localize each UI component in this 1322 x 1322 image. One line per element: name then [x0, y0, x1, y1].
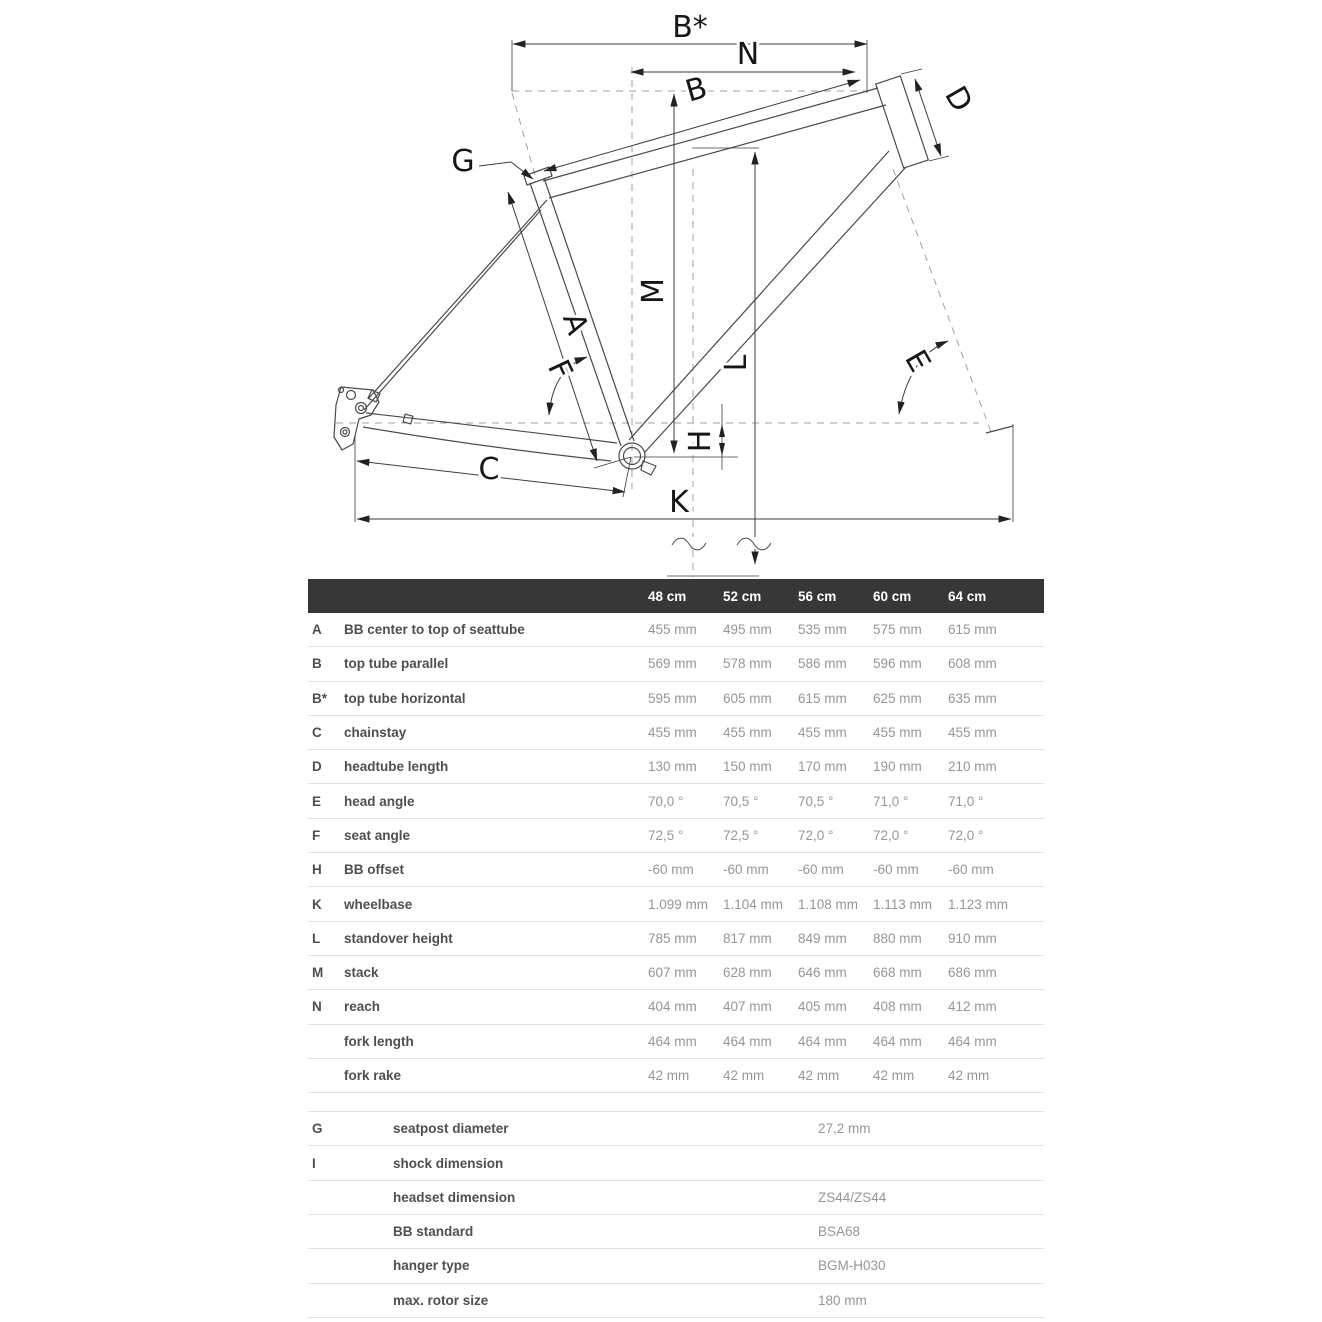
row-letter: E	[312, 793, 322, 809]
row-label: fork length	[344, 1033, 414, 1049]
table-row	[308, 613, 1044, 647]
spec-label: headset dimension	[393, 1189, 516, 1205]
row-value: 575 mm	[873, 622, 922, 638]
spec-value: 27,2 mm	[818, 1121, 871, 1137]
table-row	[308, 1059, 1044, 1093]
frame-diagram-svg	[0, 0, 1322, 578]
row-letter: L	[312, 930, 321, 946]
row-label: standover height	[344, 930, 453, 946]
row-value: 170 mm	[798, 759, 847, 775]
table-row	[308, 819, 1044, 853]
row-letter: D	[312, 759, 322, 775]
head-tube	[876, 76, 929, 168]
frame-diagram	[0, 0, 1322, 578]
row-value: 42 mm	[948, 1068, 990, 1083]
row-value: 70,5 °	[723, 793, 759, 809]
row-value: 464 mm	[798, 1033, 847, 1049]
row-value: -60 mm	[948, 862, 994, 878]
dim-label-l: L	[719, 354, 754, 372]
size-header: 56 cm	[798, 588, 837, 604]
spec-value: BGM-H030	[818, 1258, 886, 1274]
row-value: 607 mm	[648, 965, 697, 981]
geometry-rows	[308, 613, 1044, 1093]
row-label: head angle	[344, 793, 415, 809]
row-value: 880 mm	[873, 930, 922, 946]
table-row	[308, 750, 1044, 784]
spec-value: 180 mm	[818, 1292, 867, 1308]
row-label: top tube parallel	[344, 656, 449, 672]
row-value: 1.104 mm	[723, 896, 784, 912]
spec-row	[308, 1215, 1044, 1249]
spec-label: max. rotor size	[393, 1292, 489, 1308]
table-row	[308, 853, 1044, 887]
dim-label-f: F	[540, 354, 580, 386]
row-letter: M	[312, 965, 324, 981]
row-value: 455 mm	[648, 725, 697, 741]
spec-label: seatpost diameter	[393, 1121, 509, 1137]
dim-label-bstar: B*	[672, 10, 708, 45]
row-value: 190 mm	[873, 759, 922, 775]
row-value: 817 mm	[723, 930, 772, 946]
row-value: 686 mm	[948, 965, 997, 981]
spec-value: BSA68	[818, 1224, 861, 1240]
row-value: 464 mm	[648, 1033, 697, 1049]
row-value: 71,0 °	[948, 793, 984, 809]
row-value: 628 mm	[723, 965, 772, 981]
size-header: 64 cm	[948, 588, 987, 604]
rear-dropout	[334, 387, 379, 450]
row-label: headtube length	[344, 759, 449, 775]
row-letter: F	[312, 827, 321, 843]
table-row	[308, 716, 1044, 750]
dim-label-a: A	[555, 308, 595, 340]
dim-label-k: K	[669, 485, 689, 520]
table-row	[308, 647, 1044, 681]
table-row	[308, 1025, 1044, 1059]
row-value: 1.108 mm	[798, 896, 859, 912]
row-value: 464 mm	[873, 1033, 922, 1049]
dim-label-e: E	[897, 344, 938, 379]
row-value: 72,5 °	[648, 827, 684, 843]
row-letter: N	[312, 999, 322, 1015]
size-header: 48 cm	[648, 588, 687, 604]
row-value: 569 mm	[648, 656, 697, 672]
row-label: chainstay	[344, 725, 407, 741]
row-value: 596 mm	[873, 656, 922, 672]
row-value: -60 mm	[873, 862, 919, 878]
row-value: 635 mm	[948, 690, 997, 706]
row-value: 455 mm	[723, 725, 772, 741]
row-value: 42 mm	[723, 1068, 765, 1083]
row-value: 72,5 °	[723, 827, 759, 843]
spec-letter: G	[312, 1121, 323, 1137]
spec-row	[308, 1249, 1044, 1283]
dim-label-g: G	[451, 144, 475, 179]
break-symbol	[737, 538, 771, 550]
spec-label: hanger type	[393, 1258, 470, 1274]
row-value: 455 mm	[948, 725, 997, 741]
row-value: -60 mm	[648, 862, 694, 878]
dim-label-c: C	[478, 452, 500, 487]
row-value: 404 mm	[648, 999, 697, 1015]
table-row	[308, 784, 1044, 818]
spec-value: ZS44/ZS44	[818, 1189, 887, 1205]
row-letter: C	[312, 725, 322, 741]
row-value: 615 mm	[798, 690, 847, 706]
row-letter: B	[312, 656, 322, 672]
table-row	[308, 682, 1044, 716]
row-value: 1.123 mm	[948, 896, 1009, 912]
row-value: 535 mm	[798, 622, 847, 638]
row-letter: K	[312, 896, 322, 912]
row-value: 464 mm	[723, 1033, 772, 1049]
row-value: 910 mm	[948, 930, 997, 946]
spec-label: shock dimension	[393, 1155, 504, 1171]
row-value: 405 mm	[798, 999, 847, 1015]
table-row	[308, 990, 1044, 1024]
geometry-table	[308, 579, 1044, 1318]
row-value: 70,5 °	[798, 793, 834, 809]
size-header-row	[308, 579, 1044, 613]
row-value: 785 mm	[648, 930, 697, 946]
dim-headtube-length	[915, 79, 941, 156]
spec-letter: I	[312, 1155, 316, 1171]
table-row	[308, 887, 1044, 921]
row-value: 495 mm	[723, 622, 772, 638]
row-value: 668 mm	[873, 965, 922, 981]
row-value: -60 mm	[723, 862, 769, 878]
spec-row	[308, 1181, 1044, 1215]
table-row	[308, 922, 1044, 956]
row-value: 150 mm	[723, 759, 772, 775]
dimension-labels	[451, 10, 979, 520]
row-value: 646 mm	[798, 965, 847, 981]
row-value: 1.099 mm	[648, 896, 709, 912]
row-value: 71,0 °	[873, 793, 909, 809]
spec-row	[308, 1112, 1044, 1146]
leader-seatpost	[479, 162, 533, 179]
row-value: 412 mm	[948, 999, 997, 1015]
dim-label-d: D	[937, 80, 980, 119]
spec-label: BB standard	[393, 1224, 474, 1240]
row-label: fork rake	[344, 1068, 402, 1083]
spec-row	[308, 1146, 1044, 1180]
row-label: BB offset	[344, 862, 404, 878]
row-value: 210 mm	[948, 759, 997, 775]
row-value: 586 mm	[798, 656, 847, 672]
row-value: 72,0 °	[948, 827, 984, 843]
spec-rows	[308, 1111, 1044, 1318]
row-label: stack	[344, 965, 379, 981]
row-value: 1.113 mm	[873, 896, 933, 912]
row-value: 42 mm	[798, 1068, 840, 1083]
row-value: 615 mm	[948, 622, 997, 638]
row-value: 130 mm	[648, 759, 697, 775]
row-value: 42 mm	[648, 1068, 690, 1083]
row-value: 72,0 °	[798, 827, 834, 843]
row-value: -60 mm	[798, 862, 844, 878]
row-label: BB center to top of seattube	[344, 622, 525, 638]
dim-label-m: M	[636, 278, 671, 304]
row-value: 625 mm	[873, 690, 922, 706]
spec-row	[308, 1284, 1044, 1318]
row-value: 578 mm	[723, 656, 772, 672]
break-symbol	[672, 538, 706, 550]
row-letter: H	[312, 862, 322, 878]
row-value: 407 mm	[723, 999, 772, 1015]
row-letter: B*	[312, 690, 328, 706]
dim-label-n: N	[736, 37, 760, 72]
row-value: 70,0 °	[648, 793, 684, 809]
row-value: 608 mm	[948, 656, 997, 672]
row-value: 605 mm	[723, 690, 772, 706]
row-label: seat angle	[344, 827, 411, 843]
row-value: 849 mm	[798, 930, 847, 946]
row-letter: A	[312, 622, 322, 638]
dim-label-h: H	[683, 429, 718, 453]
row-label: reach	[344, 999, 381, 1015]
row-value: 455 mm	[873, 725, 922, 741]
row-value: 455 mm	[648, 622, 697, 638]
row-value: 42 mm	[873, 1068, 915, 1083]
row-value: 72,0 °	[873, 827, 909, 843]
construction-lines	[336, 67, 991, 577]
row-value: 464 mm	[948, 1033, 997, 1049]
row-label: top tube horizontal	[344, 690, 466, 706]
row-label: wheelbase	[344, 896, 413, 912]
table-row	[308, 956, 1044, 990]
dim-label-b: B	[681, 70, 712, 110]
size-header: 52 cm	[723, 588, 762, 604]
row-value: 455 mm	[798, 725, 847, 741]
size-header: 60 cm	[873, 588, 912, 604]
row-value: 408 mm	[873, 999, 922, 1015]
row-value: 595 mm	[648, 690, 697, 706]
